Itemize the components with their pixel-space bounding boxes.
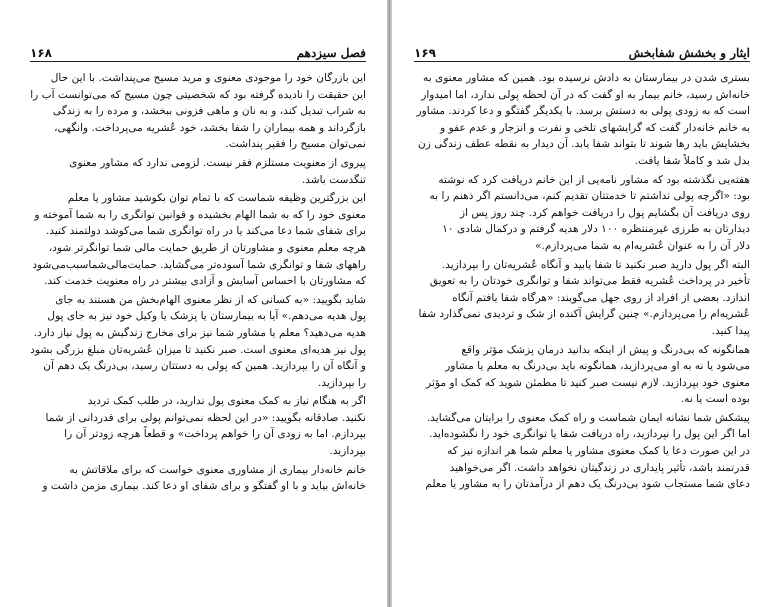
page-body [414, 70, 750, 495]
text-line: برای شفای شما دعا می‌کند یا در راه توانگری شما می‌کوشد دولتمند کنید. [45, 225, 366, 238]
header-rule [30, 61, 366, 62]
paragraph [414, 342, 750, 408]
text-line: دعای شما مستجاب شود بی‌درنگ یک دهم از درآمدتان را به مشاور یا معلم [425, 478, 750, 491]
text-line: است که به زودی پولی به دستش برسد. با یکدیگر گفتگو و دعا کردند. مشاور [416, 105, 750, 118]
text-line: پول هدیه می‌دهم.» آیا به بیمارستان یا پزشک یا وکیل خود نیز به جای پول [47, 310, 366, 323]
text-line: قدرتمند باشد، تأثیر پایداری در زندگیتان نخواهد داشت. اگر می‌خواهید [449, 461, 750, 474]
paragraph [30, 70, 366, 153]
text-line: البته اگر پول دارید صبر نکنید تا شفا یابید و آنگاه عُشریه‌تان را بپردازید. [441, 258, 750, 271]
paragraph [30, 155, 366, 188]
text-line: دلار آن را به عنوان عُشریه‌ام به شما می‌پردازم.» [534, 239, 750, 252]
text-line: در این صورت دعا یا کمک معنوی مشاور یا معلم شما هر اندازه نیز که [447, 445, 750, 458]
left-page-header [30, 38, 366, 60]
text-line: تأخیر در پرداخت عُشریه فقط می‌تواند شفا و توانگری خودتان را به تعویق [429, 275, 750, 288]
text-line: اندازد. بعضی از افراد از روی جهل می‌گویند: «هرگاه شفا یافتم آنگاه [452, 291, 750, 304]
paragraph [30, 190, 366, 290]
text-line: نمی‌توان مسیح را فقیر پنداشت. [225, 138, 366, 151]
text-line: شاید بگویید: «به کسانی که از نظر معنوی الهام‌بخش من هستند به جای [55, 293, 366, 306]
text-line: تنگدست باشد. [301, 173, 366, 186]
paragraph [414, 172, 750, 255]
text-line: پیروی از معنویت مستلزم فقر نیست. لزومی ندارد که مشاور معنوی [69, 156, 366, 169]
text-line: خانه‌اش رسید، خانم بیمار به او گفت که در آن لحظه پولی ندارد، اما امیدوار [421, 88, 750, 101]
text-line: عُشریه‌ام را می‌پردازم.» چنین گرایش آکنده از شک و تردیدی نمی‌گذارد شفا [418, 308, 750, 321]
text-line: هرچه معلم معنوی و مشاورتان از طریق حمایت مالی شما توانگرتر شود، [48, 241, 366, 254]
text-line: و آنگاه آن را بپردازید. همین که پولی به دستتان رسید، بی‌درنگ یک دهم آن [43, 360, 366, 373]
text-line: به خانم خانه‌دار گفت که گرایشهای تلخی و نفرت و انزجار و عدم عفو و [440, 121, 750, 134]
text-line: این بازرگان خود را موجودی معنوی و مرید مسیح می‌پنداشت. با این حال [50, 72, 366, 84]
paragraph [30, 393, 366, 459]
text-line: بازگرداند و همه بیماران را شفا بخشد، خود عُشریه می‌پرداخت. وانگهی، [54, 121, 366, 134]
text-line: هفته‌یی نگذشته بود که مشاور نامه‌یی از این خانم دریافت کرد که نوشته [438, 173, 750, 186]
text-line: می‌شود یا نه به او می‌پردازید، همانگونه باید بی‌درنگ به معلم یا مشاور [445, 360, 750, 373]
text-line: بخشایش باید رها شوند تا بتواند شفا یابد. آن دیدار به نقطه عطف زندگی زن [418, 138, 750, 151]
text-line: بوده است یا نه. [680, 393, 750, 406]
running-head: فصل سیزدهم [296, 46, 366, 60]
text-line: روی دریافت آن بگشایم پول را دریافت خواهم کرد. چند روز پس از [459, 206, 750, 219]
header-rule [414, 61, 750, 62]
text-line: معنوی خود بپردازید. لازم نیست صبر کنید تا مطمئن شوید که کمک او مؤثر [426, 376, 750, 389]
right-page [392, 0, 780, 607]
text-line: همانگونه که بی‌درنگ و پیش از اینکه بدانید درمان پزشک مؤثر واقع [461, 343, 750, 356]
text-line: پیشکش شما نشانه ایمان شماست و راه کمک معنوی را برایتان می‌گشاید. [426, 411, 750, 424]
text-line: معنوی خود را که به شما الهام بخشیده و قوانین توانگری را به شما آموخته و [34, 208, 366, 221]
text-line: بپردازید. [329, 445, 366, 458]
text-line: خانم خانه‌دار بیماری از مشاوری معنوی خواست که برای ملاقاتش به [69, 463, 366, 476]
text-line: اما اگر این پول را نپردازید، راه دریافت شفا یا توانگری خود را نگشوده‌اید. [429, 428, 750, 441]
text-line: بستری شدن در بیمارستان به دادش نرسیده بود. همین که مشاور معنوی به [423, 72, 750, 84]
paragraph [30, 462, 366, 495]
paragraph [30, 292, 366, 392]
text-line: را بپردازید. [317, 376, 366, 389]
text-line: پول نیز هدیه‌ای معنوی است. صبر نکنید تا میزان عُشریه‌تان مبلغ بزرگی بشود [30, 343, 366, 356]
text-line: دیدارتان به طرزی غیرمنتظره ۱۰۰ دلار هدیه گرفتم و درکمال شادی ۱۰ [442, 223, 750, 236]
right-page-header [414, 38, 750, 60]
text-line: بپردازم. اما به زودی آن را خواهم پرداخت» و قطعاً هرچه زودتر آن را [64, 428, 366, 441]
page-number: ۱۶۸ [30, 46, 52, 60]
text-line: بود: «اگرچه پولی نداشتم تا خدمتتان تقدیم کنم، می‌دانستم اگر ذهنم را به [429, 190, 750, 203]
paragraph [414, 410, 750, 493]
running-head: ایثار و بخشش شفابخش [628, 46, 750, 60]
text-line: راههای شفا و توانگری شما آسوده‌تر می‌گشاید. حمایت‌مالی‌شما‌سبب‌می‌شود [32, 258, 366, 271]
paragraph [414, 70, 750, 170]
text-line: بدل شد و کاملاً شفا یافت. [634, 154, 750, 167]
text-line: هدیه می‌دهید؟ معلم یا مشاور شما نیز برای مخارج زندگیش به پول نیاز دارد. [33, 326, 366, 339]
text-line: به شراب تبدیل کند، و به نان و ماهی فزونی ببخشد، و مرده را به زندگی [52, 105, 366, 118]
paragraph [414, 257, 750, 340]
text-line: خانه‌اش بیاید و با او گفتگو و برای شفای او دعا کند. بیماری مزمن داشت و [42, 480, 366, 493]
text-line: این حقیقت را نادیده گرفته بود که شخصیتی چون مسیح که می‌توانست آب را [30, 88, 366, 101]
text-line: این بزرگترین وظیفه شماست که با تمام توان بکوشید مشاور یا معلم [67, 192, 366, 205]
text-line: اگر به هنگام نیاز به کمک معنوی پول ندارید، در طلب کمک تردید [87, 395, 366, 408]
text-line: پیدا کنید. [711, 324, 750, 337]
text-line: نکنید. صادقانه بگویید: «در این لحظه نمی‌توانم پولی برای قدردانی از شما [45, 411, 366, 424]
page-body [30, 70, 366, 497]
text-line: که مشاورتان با احساس آسایش و آزادی بیشتر در راه معنویت خدمت کند. [44, 275, 366, 288]
page-number: ۱۶۹ [414, 46, 436, 60]
left-page [0, 0, 388, 607]
